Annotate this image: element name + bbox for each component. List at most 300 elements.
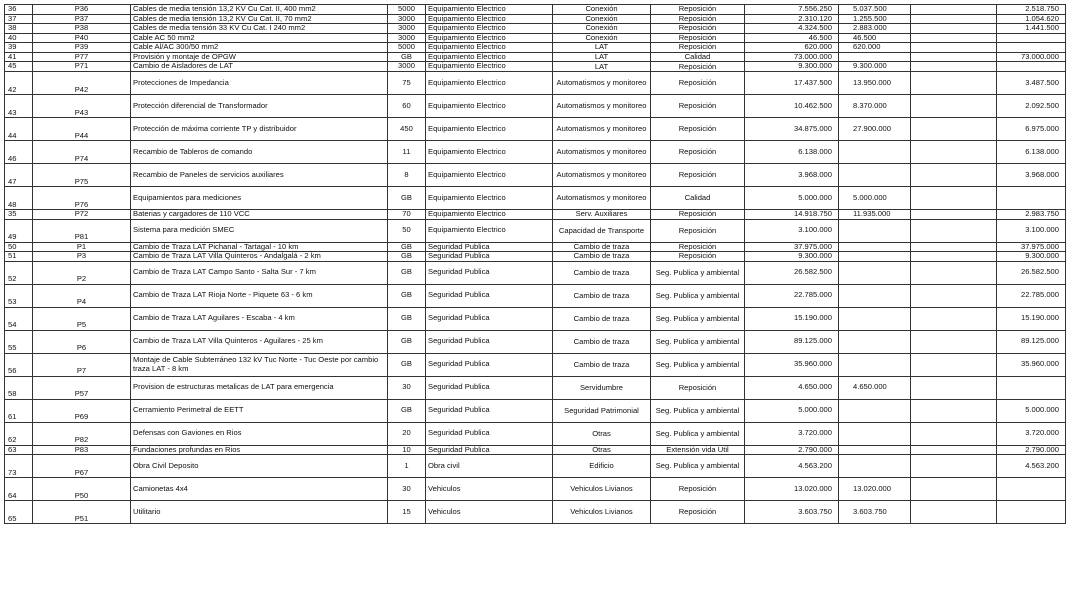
reason-cell: Reposición xyxy=(651,24,745,34)
cost-col-c-cell: 3.100.000 xyxy=(997,219,1066,242)
project-code-cell: P5 xyxy=(33,307,131,330)
total-cost-cell: 34.875.000 xyxy=(745,118,839,141)
description-cell: Cable Al/AC 300/50 mm2 xyxy=(131,43,388,53)
cost-col-c-cell: 3.968.000 xyxy=(997,164,1066,187)
subcategory-cell: Cambio de traza xyxy=(553,307,651,330)
category-cell: Equipamiento Electrico xyxy=(426,14,553,24)
row-number-cell: 64 xyxy=(5,478,33,501)
cost-col-c-cell: 2.983.750 xyxy=(997,210,1066,220)
cost-col-b-cell xyxy=(911,445,997,455)
cost-col-a-cell: 620.000 xyxy=(839,43,911,53)
cost-col-b-cell xyxy=(911,118,997,141)
table-row xyxy=(5,62,1066,72)
table-row xyxy=(5,242,1066,252)
reason-cell: Reposición xyxy=(651,501,745,524)
cost-col-b-cell xyxy=(911,353,997,376)
total-cost-cell: 5.000.000 xyxy=(745,187,839,210)
total-cost-cell: 2.310.120 xyxy=(745,14,839,24)
description-cell: Provision de estructuras metalicas de LAT para emergencia xyxy=(131,376,388,399)
description-cell: Cables de media tensión 33 KV Cu Cat. I 240 mm2 xyxy=(131,24,388,34)
table-row xyxy=(5,210,1066,220)
total-cost-cell: 13.020.000 xyxy=(745,478,839,501)
total-cost-cell: 22.785.000 xyxy=(745,284,839,307)
quantity-cell: GB xyxy=(388,307,426,330)
row-number-cell: 63 xyxy=(5,445,33,455)
project-code-cell: P39 xyxy=(33,43,131,53)
cost-col-a-cell xyxy=(839,141,911,164)
total-cost-cell: 4.324.500 xyxy=(745,24,839,34)
row-number-cell: 46 xyxy=(5,141,33,164)
row-number-cell: 47 xyxy=(5,164,33,187)
quantity-cell: GB xyxy=(388,330,426,353)
reason-cell: Reposición xyxy=(651,5,745,15)
project-code-cell: P50 xyxy=(33,478,131,501)
cost-col-a-cell xyxy=(839,252,911,262)
total-cost-cell: 89.125.000 xyxy=(745,330,839,353)
total-cost-cell: 15.190.000 xyxy=(745,307,839,330)
cost-col-c-cell xyxy=(997,478,1066,501)
cost-col-a-cell xyxy=(839,261,911,284)
table-row xyxy=(5,5,1066,15)
row-number-cell: 45 xyxy=(5,62,33,72)
table-row xyxy=(5,219,1066,242)
investment-table xyxy=(4,4,1066,524)
subcategory-cell: Conexión xyxy=(553,5,651,15)
category-cell: Seguridad Publica xyxy=(426,422,553,445)
cost-col-a-cell xyxy=(839,52,911,62)
table-row xyxy=(5,284,1066,307)
category-cell: Equipamiento Electrico xyxy=(426,141,553,164)
cost-col-a-cell: 11.935.000 xyxy=(839,210,911,220)
description-cell: Protección de máxima corriente TP y distribuidor xyxy=(131,118,388,141)
reason-cell: Seg. Publica y ambiental xyxy=(651,399,745,422)
reason-cell: Reposición xyxy=(651,118,745,141)
category-cell: Equipamiento Electrico xyxy=(426,62,553,72)
reason-cell: Seg. Publica y ambiental xyxy=(651,330,745,353)
total-cost-cell: 7.556.250 xyxy=(745,5,839,15)
row-number-cell: 44 xyxy=(5,118,33,141)
cost-col-a-cell xyxy=(839,422,911,445)
project-code-cell: P67 xyxy=(33,455,131,478)
subcategory-cell: LAT xyxy=(553,52,651,62)
row-number-cell: 65 xyxy=(5,501,33,524)
project-code-cell: P57 xyxy=(33,376,131,399)
reason-cell: Reposición xyxy=(651,33,745,43)
category-cell: Seguridad Publica xyxy=(426,261,553,284)
cost-col-c-cell: 2.092.500 xyxy=(997,95,1066,118)
description-cell: Defensas con Gaviones en Rios xyxy=(131,422,388,445)
description-cell: Camionetas 4x4 xyxy=(131,478,388,501)
quantity-cell: 20 xyxy=(388,422,426,445)
description-cell: Obra Civil Deposito xyxy=(131,455,388,478)
description-cell: Sistema para medición SMEC xyxy=(131,219,388,242)
table-row xyxy=(5,95,1066,118)
row-number-cell: 48 xyxy=(5,187,33,210)
reason-cell: Reposición xyxy=(651,95,745,118)
category-cell: Equipamiento Electrico xyxy=(426,118,553,141)
reason-cell: Seg. Publica y ambiental xyxy=(651,307,745,330)
cost-col-b-cell xyxy=(911,62,997,72)
reason-cell: Seg. Publica y ambiental xyxy=(651,455,745,478)
quantity-cell: 3000 xyxy=(388,24,426,34)
cost-col-c-cell xyxy=(997,33,1066,43)
category-cell: Equipamiento Electrico xyxy=(426,5,553,15)
total-cost-cell: 5.000.000 xyxy=(745,399,839,422)
cost-col-a-cell: 2.883.000 xyxy=(839,24,911,34)
category-cell: Equipamiento Electrico xyxy=(426,164,553,187)
description-cell: Cambio de Traza LAT Rioja Norte - Piquete 63 - 6 km xyxy=(131,284,388,307)
table-row xyxy=(5,187,1066,210)
table-row xyxy=(5,399,1066,422)
category-cell: Equipamiento Electrico xyxy=(426,72,553,95)
cost-col-c-cell: 37.975.000 xyxy=(997,242,1066,252)
quantity-cell: 3000 xyxy=(388,33,426,43)
cost-col-a-cell xyxy=(839,307,911,330)
project-code-cell: P75 xyxy=(33,164,131,187)
cost-col-b-cell xyxy=(911,501,997,524)
cost-col-a-cell: 13.020.000 xyxy=(839,478,911,501)
row-number-cell: 56 xyxy=(5,353,33,376)
quantity-cell: 11 xyxy=(388,141,426,164)
quantity-cell: GB xyxy=(388,252,426,262)
project-code-cell: P43 xyxy=(33,95,131,118)
row-number-cell: 73 xyxy=(5,455,33,478)
cost-col-c-cell: 22.785.000 xyxy=(997,284,1066,307)
cost-col-a-cell: 13.950.000 xyxy=(839,72,911,95)
subcategory-cell: Serv. Auxiliares xyxy=(553,210,651,220)
row-number-cell: 43 xyxy=(5,95,33,118)
quantity-cell: 30 xyxy=(388,376,426,399)
total-cost-cell: 4.563.200 xyxy=(745,455,839,478)
cost-col-a-cell: 8.370.000 xyxy=(839,95,911,118)
cost-col-c-cell: 2.518.750 xyxy=(997,5,1066,15)
total-cost-cell: 3.968.000 xyxy=(745,164,839,187)
total-cost-cell: 3.100.000 xyxy=(745,219,839,242)
category-cell: Seguridad Publica xyxy=(426,330,553,353)
category-cell: Seguridad Publica xyxy=(426,399,553,422)
cost-col-c-cell: 35.960.000 xyxy=(997,353,1066,376)
table-row xyxy=(5,252,1066,262)
cost-col-c-cell xyxy=(997,43,1066,53)
category-cell: Obra civil xyxy=(426,455,553,478)
cost-col-c-cell: 73.000.000 xyxy=(997,52,1066,62)
reason-cell: Seg. Publica y ambiental xyxy=(651,261,745,284)
cost-col-a-cell xyxy=(839,242,911,252)
reason-cell: Seg. Publica y ambiental xyxy=(651,284,745,307)
cost-col-b-cell xyxy=(911,376,997,399)
row-number-cell: 61 xyxy=(5,399,33,422)
cost-col-b-cell xyxy=(911,210,997,220)
project-code-cell: P69 xyxy=(33,399,131,422)
quantity-cell: GB xyxy=(388,353,426,376)
category-cell: Seguridad Publica xyxy=(426,252,553,262)
project-code-cell: P74 xyxy=(33,141,131,164)
category-cell: Vehiculos xyxy=(426,478,553,501)
table-row xyxy=(5,501,1066,524)
project-code-cell: P37 xyxy=(33,14,131,24)
cost-col-b-cell xyxy=(911,261,997,284)
description-cell: Equipamientos para mediciones xyxy=(131,187,388,210)
row-number-cell: 62 xyxy=(5,422,33,445)
cost-col-b-cell xyxy=(911,5,997,15)
cost-col-b-cell xyxy=(911,14,997,24)
reason-cell: Reposición xyxy=(651,62,745,72)
description-cell: Cambio de Traza LAT Villa Quinteros - Andalgalá - 2 km xyxy=(131,252,388,262)
reason-cell: Reposición xyxy=(651,252,745,262)
subcategory-cell: LAT xyxy=(553,62,651,72)
category-cell: Seguridad Publica xyxy=(426,284,553,307)
description-cell: Cambio de Traza LAT Aguilares - Escaba - 4 km xyxy=(131,307,388,330)
cost-col-b-cell xyxy=(911,252,997,262)
subcategory-cell: Cambio de traza xyxy=(553,284,651,307)
subcategory-cell: Cambio de traza xyxy=(553,261,651,284)
cost-col-b-cell xyxy=(911,72,997,95)
description-cell: Baterias y cargadores de 110 VCC xyxy=(131,210,388,220)
description-cell: Cable AC 50 mm2 xyxy=(131,33,388,43)
total-cost-cell: 14.918.750 xyxy=(745,210,839,220)
description-cell: Cables de media tensión 13,2 KV Cu Cat. II, 400 mm2 xyxy=(131,5,388,15)
cost-col-a-cell: 4.650.000 xyxy=(839,376,911,399)
reason-cell: Reposición xyxy=(651,43,745,53)
table-row xyxy=(5,261,1066,284)
description-cell: Cambio de Traza LAT Pichanal - Tartagal - 10 km xyxy=(131,242,388,252)
cost-col-b-cell xyxy=(911,33,997,43)
row-number-cell: 58 xyxy=(5,376,33,399)
quantity-cell: 8 xyxy=(388,164,426,187)
project-code-cell: P1 xyxy=(33,242,131,252)
project-code-cell: P4 xyxy=(33,284,131,307)
reason-cell: Reposición xyxy=(651,242,745,252)
table-row xyxy=(5,141,1066,164)
cost-col-a-cell xyxy=(839,164,911,187)
reason-cell: Seg. Publica y ambiental xyxy=(651,422,745,445)
cost-col-b-cell xyxy=(911,284,997,307)
subcategory-cell: Automatismos y monitoreo xyxy=(553,164,651,187)
row-number-cell: 55 xyxy=(5,330,33,353)
cost-col-c-cell: 26.582.500 xyxy=(997,261,1066,284)
subcategory-cell: Cambio de traza xyxy=(553,242,651,252)
category-cell: Equipamiento Electrico xyxy=(426,24,553,34)
description-cell: Cerramiento Perimetral de EETT xyxy=(131,399,388,422)
project-code-cell: P7 xyxy=(33,353,131,376)
project-code-cell: P36 xyxy=(33,5,131,15)
subcategory-cell: Conexión xyxy=(553,14,651,24)
description-cell: Recambio de Tableros de comando xyxy=(131,141,388,164)
subcategory-cell: Cambio de traza xyxy=(553,330,651,353)
subcategory-cell: Conexión xyxy=(553,33,651,43)
table-row xyxy=(5,353,1066,376)
cost-col-a-cell: 5.000.000 xyxy=(839,187,911,210)
cost-col-b-cell xyxy=(911,52,997,62)
total-cost-cell: 17.437.500 xyxy=(745,72,839,95)
cost-col-b-cell xyxy=(911,330,997,353)
category-cell: Equipamiento Electrico xyxy=(426,52,553,62)
description-cell: Utilitario xyxy=(131,501,388,524)
table-row xyxy=(5,478,1066,501)
project-code-cell: P81 xyxy=(33,219,131,242)
reason-cell: Reposición xyxy=(651,478,745,501)
subcategory-cell: Servidumbre xyxy=(553,376,651,399)
description-cell: Montaje de Cable Subterráneo 132 kV Tuc Norte - Tuc Oeste por cambio traza LAT - 8 km xyxy=(131,353,388,376)
row-number-cell: 35 xyxy=(5,210,33,220)
cost-col-b-cell xyxy=(911,399,997,422)
project-code-cell: P38 xyxy=(33,24,131,34)
reason-cell: Reposición xyxy=(651,72,745,95)
subcategory-cell: Conexión xyxy=(553,24,651,34)
total-cost-cell: 73.000.000 xyxy=(745,52,839,62)
cost-col-a-cell: 5.037.500 xyxy=(839,5,911,15)
category-cell: Seguridad Publica xyxy=(426,353,553,376)
reason-cell: Calidad xyxy=(651,187,745,210)
quantity-cell: GB xyxy=(388,261,426,284)
subcategory-cell: Automatismos y monitoreo xyxy=(553,118,651,141)
row-number-cell: 42 xyxy=(5,72,33,95)
cost-col-c-cell xyxy=(997,187,1066,210)
table-row xyxy=(5,455,1066,478)
reason-cell: Extensión vida Util xyxy=(651,445,745,455)
total-cost-cell: 26.582.500 xyxy=(745,261,839,284)
cost-col-a-cell xyxy=(839,399,911,422)
project-code-cell: P83 xyxy=(33,445,131,455)
cost-col-c-cell: 5.000.000 xyxy=(997,399,1066,422)
project-code-cell: P3 xyxy=(33,252,131,262)
quantity-cell: 5000 xyxy=(388,43,426,53)
category-cell: Seguridad Publica xyxy=(426,242,553,252)
total-cost-cell: 46.500 xyxy=(745,33,839,43)
reason-cell: Reposición xyxy=(651,210,745,220)
quantity-cell: 70 xyxy=(388,210,426,220)
total-cost-cell: 10.462.500 xyxy=(745,95,839,118)
table-row xyxy=(5,24,1066,34)
subcategory-cell: Vehiculos Livianos xyxy=(553,478,651,501)
project-code-cell: P77 xyxy=(33,52,131,62)
description-cell: Recambio de Paneles de servicios auxiliares xyxy=(131,164,388,187)
project-code-cell: P6 xyxy=(33,330,131,353)
cost-col-a-cell: 1.255.500 xyxy=(839,14,911,24)
cost-col-c-cell: 6.138.000 xyxy=(997,141,1066,164)
cost-col-c-cell: 4.563.200 xyxy=(997,455,1066,478)
total-cost-cell: 620.000 xyxy=(745,43,839,53)
reason-cell: Reposición xyxy=(651,141,745,164)
category-cell: Equipamiento Electrico xyxy=(426,33,553,43)
quantity-cell: 5000 xyxy=(388,5,426,15)
cost-col-c-cell: 9.300.000 xyxy=(997,252,1066,262)
project-code-cell: P71 xyxy=(33,62,131,72)
total-cost-cell: 6.138.000 xyxy=(745,141,839,164)
project-code-cell: P76 xyxy=(33,187,131,210)
quantity-cell: 1 xyxy=(388,455,426,478)
quantity-cell: 15 xyxy=(388,501,426,524)
cost-col-b-cell xyxy=(911,164,997,187)
row-number-cell: 49 xyxy=(5,219,33,242)
quantity-cell: 3000 xyxy=(388,14,426,24)
category-cell: Seguridad Publica xyxy=(426,376,553,399)
quantity-cell: 60 xyxy=(388,95,426,118)
table-row xyxy=(5,33,1066,43)
reason-cell: Seg. Publica y ambiental xyxy=(651,353,745,376)
subcategory-cell: Edificio xyxy=(553,455,651,478)
table-row xyxy=(5,307,1066,330)
cost-col-c-cell: 3.720.000 xyxy=(997,422,1066,445)
reason-cell: Reposición xyxy=(651,14,745,24)
cost-col-c-cell: 6.975.000 xyxy=(997,118,1066,141)
subcategory-cell: Automatismos y monitoreo xyxy=(553,95,651,118)
cost-col-b-cell xyxy=(911,455,997,478)
project-code-cell: P2 xyxy=(33,261,131,284)
subcategory-cell: Otras xyxy=(553,445,651,455)
category-cell: Equipamiento Electrico xyxy=(426,95,553,118)
cost-col-a-cell xyxy=(839,219,911,242)
cost-col-b-cell xyxy=(911,307,997,330)
cost-col-b-cell xyxy=(911,422,997,445)
reason-cell: Reposición xyxy=(651,376,745,399)
description-cell: Cambio de Aisladores de LAT xyxy=(131,62,388,72)
cost-col-c-cell: 15.190.000 xyxy=(997,307,1066,330)
subcategory-cell: Vehiculos Livianos xyxy=(553,501,651,524)
cost-col-c-cell: 1.054.620 xyxy=(997,14,1066,24)
category-cell: Seguridad Publica xyxy=(426,307,553,330)
subcategory-cell: Automatismos y monitoreo xyxy=(553,187,651,210)
row-number-cell: 54 xyxy=(5,307,33,330)
quantity-cell: 30 xyxy=(388,478,426,501)
row-number-cell: 40 xyxy=(5,33,33,43)
quantity-cell: GB xyxy=(388,399,426,422)
cost-col-c-cell xyxy=(997,62,1066,72)
subcategory-cell: Otras xyxy=(553,422,651,445)
table-row xyxy=(5,118,1066,141)
category-cell: Equipamiento Electrico xyxy=(426,219,553,242)
description-cell: Cables de media tensión 13,2 KV Cu Cat. II, 70 mm2 xyxy=(131,14,388,24)
subcategory-cell: Seguridad Patrimonial xyxy=(553,399,651,422)
reason-cell: Reposición xyxy=(651,164,745,187)
row-number-cell: 37 xyxy=(5,14,33,24)
cost-col-b-cell xyxy=(911,43,997,53)
cost-col-c-cell xyxy=(997,376,1066,399)
cost-col-b-cell xyxy=(911,24,997,34)
category-cell: Vehiculos xyxy=(426,501,553,524)
cost-col-b-cell xyxy=(911,219,997,242)
table-row xyxy=(5,422,1066,445)
description-cell: Protecciones de Impedancia xyxy=(131,72,388,95)
category-cell: Seguridad Publica xyxy=(426,445,553,455)
cost-col-a-cell xyxy=(839,284,911,307)
subcategory-cell: Capacidad de Transporte xyxy=(553,219,651,242)
total-cost-cell: 2.790.000 xyxy=(745,445,839,455)
cost-col-b-cell xyxy=(911,242,997,252)
row-number-cell: 53 xyxy=(5,284,33,307)
cost-col-c-cell: 2.790.000 xyxy=(997,445,1066,455)
table-row xyxy=(5,14,1066,24)
project-code-cell: P42 xyxy=(33,72,131,95)
reason-cell: Reposición xyxy=(651,219,745,242)
table-row xyxy=(5,52,1066,62)
cost-col-a-cell xyxy=(839,353,911,376)
table-row xyxy=(5,376,1066,399)
project-code-cell: P44 xyxy=(33,118,131,141)
cost-col-a-cell: 27.900.000 xyxy=(839,118,911,141)
subcategory-cell: LAT xyxy=(553,43,651,53)
row-number-cell: 51 xyxy=(5,252,33,262)
total-cost-cell: 35.960.000 xyxy=(745,353,839,376)
quantity-cell: GB xyxy=(388,284,426,307)
cost-col-a-cell xyxy=(839,455,911,478)
quantity-cell: 450 xyxy=(388,118,426,141)
project-code-cell: P82 xyxy=(33,422,131,445)
quantity-cell: GB xyxy=(388,187,426,210)
subcategory-cell: Cambio de traza xyxy=(553,252,651,262)
description-cell: Provisión y montaje de OPGW xyxy=(131,52,388,62)
description-cell: Cambio de Traza LAT Villa Quinteros - Aguilares - 25 km xyxy=(131,330,388,353)
